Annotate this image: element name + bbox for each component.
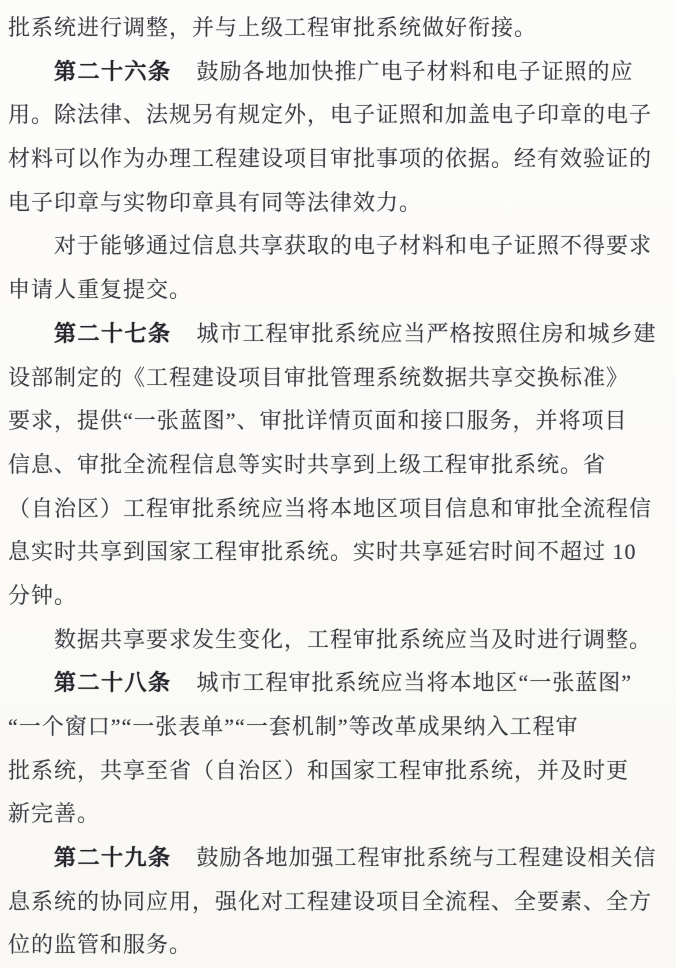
- line-text: 息实时共享到国家工程审批系统。实时共享延宕时间不超过 10: [8, 539, 637, 565]
- text-line: [8, 6, 668, 50]
- article-number: 第二十八条: [54, 670, 172, 696]
- line-text: 新完善。: [8, 801, 101, 827]
- line-text: （自治区）工程审批系统应当将本地区项目信息和审批全流程信: [8, 495, 653, 521]
- text-line: [8, 356, 668, 400]
- text-line: [8, 530, 668, 574]
- text-line: [8, 705, 668, 749]
- line-text: 批系统，共享至省（自治区）和国家工程审批系统，并及时更: [8, 757, 630, 783]
- article-number: 第二十九条: [54, 845, 172, 871]
- line-text: 数据共享要求发生变化，工程审批系统应当及时进行调整。: [54, 626, 653, 652]
- line-text: 材料可以作为办理工程建设项目审批事项的依据。经有效验证的: [8, 146, 653, 172]
- text-line: [8, 399, 668, 443]
- text-line: [8, 443, 668, 487]
- line-text: 鼓励各地加强工程审批系统与工程建设相关信: [196, 845, 657, 871]
- line-text: 设部制定的《工程建设项目审批管理系统数据共享交换标准》: [8, 364, 630, 390]
- text-line: [8, 312, 668, 356]
- text-line: [8, 661, 668, 705]
- line-text: 城市工程审批系统应当严格按照住房和城乡建: [196, 320, 657, 346]
- line-text: “一个窗口”“一张表单”“一套机制”等改革成果纳入工程审: [8, 714, 579, 739]
- line-text: 用。除法律、法规另有规定外，电子证照和加盖电子印章的电子: [8, 102, 653, 128]
- line-text: 城市工程审批系统应当将本地区“一张蓝图”: [196, 670, 633, 696]
- text-line: [8, 749, 668, 793]
- text-line: [8, 792, 668, 836]
- article-number: 第二十六条: [54, 58, 172, 84]
- text-line: [8, 836, 668, 880]
- text-line: [8, 268, 668, 312]
- line-text: 位的监管和服务。: [8, 932, 193, 958]
- text-line: [8, 224, 668, 268]
- line-text: 息系统的协同应用，强化对工程建设项目全流程、全要素、全方: [8, 888, 653, 914]
- line-text: 对于能够通过信息共享获取的电子材料和电子证照不得要求: [54, 233, 653, 259]
- line-text: 批系统进行调整，并与上级工程审批系统做好衔接。: [8, 15, 538, 40]
- article-number: 第二十七条: [54, 320, 172, 346]
- text-line: [8, 880, 668, 924]
- line-text: 电子印章与实物印章具有同等法律效力。: [8, 189, 423, 215]
- text-line: [8, 137, 668, 181]
- text-line: [8, 181, 668, 225]
- line-text: 申请人重复提交。: [8, 277, 193, 303]
- text-line: [8, 618, 668, 662]
- text-line: [8, 487, 668, 531]
- line-text: 信息、审批全流程信息等实时共享到上级工程审批系统。省: [8, 451, 607, 477]
- text-line: [8, 50, 668, 94]
- text-line: [8, 93, 668, 137]
- text-line: [8, 923, 668, 967]
- line-text: 分钟。: [8, 582, 78, 608]
- line-text: 鼓励各地加快推广电子材料和电子证照的应: [196, 58, 634, 84]
- line-text: 要求，提供“一张蓝图”、审批详情页面和接口服务，并将项目: [8, 408, 628, 434]
- text-line: [8, 574, 668, 618]
